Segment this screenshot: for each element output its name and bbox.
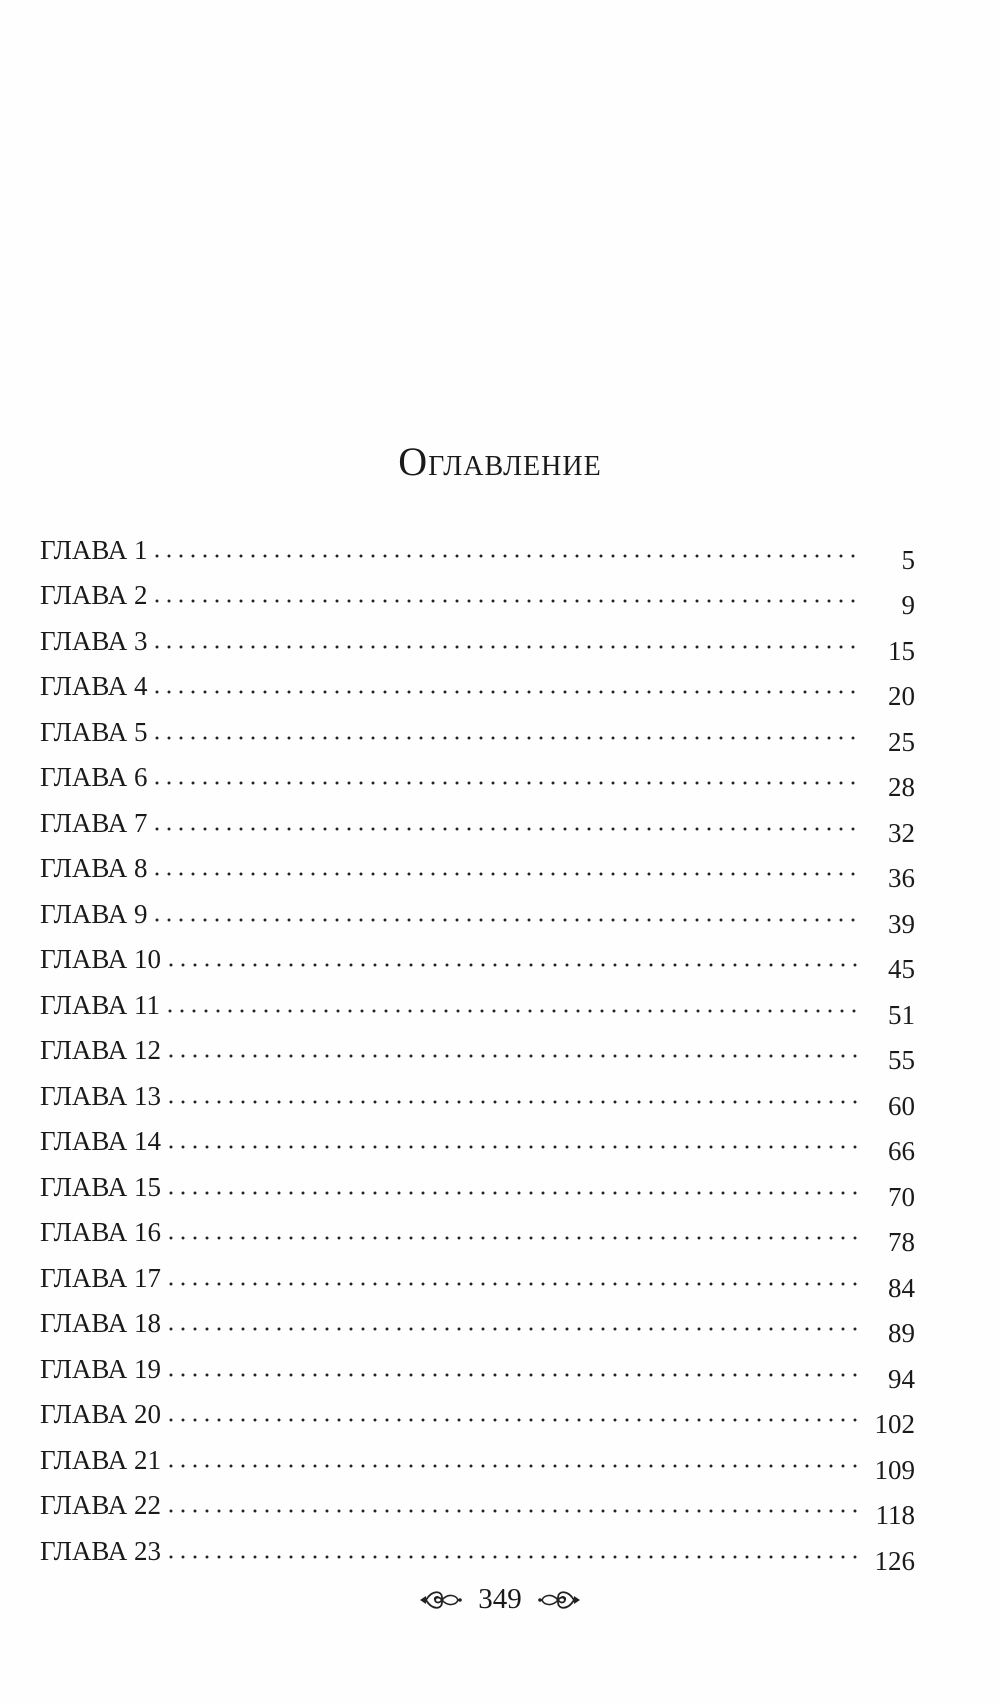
toc-entry-page: 94 — [888, 1363, 915, 1394]
toc-entry — [40, 1385, 915, 1439]
toc-entry-page: 15 — [888, 635, 915, 666]
toc-entry-label: ГЛАВА 18 — [40, 1308, 161, 1338]
toc-entry-label: ГЛАВА 5 — [40, 716, 148, 747]
toc-entry-label: ГЛАВА 6 — [40, 762, 148, 792]
toc-entry-page: 84 — [888, 1272, 915, 1303]
toc-entry-page: 20 — [888, 681, 915, 711]
toc-entry — [40, 748, 915, 802]
toc-entry — [40, 1112, 915, 1166]
dot-leader — [165, 1462, 863, 1470]
toc-entry-page: 28 — [888, 772, 915, 802]
toc-entry-label: ГЛАВА 3 — [40, 625, 148, 656]
toc-entry — [40, 1157, 915, 1212]
toc-entry-label: ГЛАВА 12 — [40, 1035, 161, 1065]
toc-entry-page: 118 — [875, 1500, 915, 1530]
toc-entry — [40, 1021, 915, 1075]
toc-entry-page: 9 — [901, 590, 915, 620]
toc-entry-label: ГЛАВА 9 — [40, 898, 148, 929]
toc-entry — [40, 1294, 915, 1348]
toc-entry — [40, 657, 915, 711]
dot-leader — [165, 1189, 863, 1197]
toc-entry — [40, 1066, 915, 1121]
toc-entry-page: 55 — [888, 1045, 915, 1075]
toc-entry — [40, 1203, 915, 1257]
dot-leader — [165, 1234, 863, 1242]
toc-entry — [40, 1248, 915, 1303]
toc-entry-label: ГЛАВА 19 — [40, 1353, 161, 1384]
toc-entry-label: ГЛАВА 8 — [40, 853, 148, 883]
toc-entry-page: 51 — [888, 999, 915, 1030]
toc-entry-label: ГЛАВА 2 — [40, 580, 148, 610]
toc-entry-page: 32 — [888, 817, 915, 848]
toc-entry-label: ГЛАВА 4 — [40, 671, 148, 701]
page-footer — [0, 1583, 1000, 1616]
toc-entry-label: ГЛАВА 15 — [40, 1171, 161, 1202]
flourish-ornament-icon — [416, 1585, 464, 1615]
toc-entry — [40, 1521, 915, 1576]
toc-entry — [40, 702, 915, 757]
toc-entry-label: ГЛАВА 14 — [40, 1126, 161, 1156]
toc-entry-label: ГЛАВА 22 — [40, 1490, 161, 1520]
toc-entry-page: 109 — [874, 1454, 915, 1485]
toc-entry-page: 5 — [901, 544, 915, 575]
dot-leader — [151, 643, 863, 651]
toc-entry — [40, 793, 915, 848]
toc-entry-label: ГЛАВА 10 — [40, 944, 161, 974]
toc-entry — [40, 884, 915, 939]
dot-leader — [151, 779, 863, 787]
toc-entry-page: 126 — [874, 1545, 915, 1576]
toc-entry-label: ГЛАВА 11 — [40, 989, 160, 1020]
toc-entry-page: 66 — [888, 1136, 915, 1166]
dot-leader — [164, 1007, 863, 1015]
toc-entry-label: ГЛАВА 13 — [40, 1080, 161, 1111]
flourish-ornament-icon — [536, 1585, 584, 1615]
dot-leader — [151, 916, 863, 924]
toc-entry-page: 25 — [888, 726, 915, 757]
dot-leader — [151, 552, 863, 560]
toc-entry-label: ГЛАВА 21 — [40, 1444, 161, 1475]
dot-leader — [165, 1098, 863, 1106]
toc-entry-page: 102 — [874, 1409, 915, 1439]
toc-entry — [40, 930, 915, 984]
dot-leader — [165, 961, 863, 969]
toc-entry — [40, 611, 915, 666]
dot-leader — [165, 1507, 863, 1515]
toc-entry-label: ГЛАВА 17 — [40, 1262, 161, 1293]
toc-entry — [40, 1476, 915, 1530]
table-of-contents — [40, 520, 915, 1576]
toc-entry-page: 89 — [888, 1318, 915, 1348]
toc-entry-page: 60 — [888, 1090, 915, 1121]
toc-entry — [40, 839, 915, 893]
page-title: Оглавление — [398, 439, 602, 484]
dot-leader — [151, 734, 863, 742]
dot-leader — [151, 597, 863, 605]
page-number: 349 — [478, 1583, 522, 1615]
toc-entry-label: ГЛАВА 16 — [40, 1217, 161, 1247]
toc-entry — [40, 1430, 915, 1485]
dot-leader — [151, 825, 863, 833]
dot-leader — [165, 1143, 863, 1151]
toc-entry — [40, 1339, 915, 1394]
dot-leader — [165, 1052, 863, 1060]
toc-entry — [40, 566, 915, 620]
dot-leader — [151, 870, 863, 878]
toc-entry-page: 78 — [888, 1227, 915, 1257]
toc-entry-label: ГЛАВА 7 — [40, 807, 148, 838]
dot-leader — [165, 1325, 863, 1333]
toc-entry-page: 39 — [888, 908, 915, 939]
toc-entry-page: 45 — [888, 954, 915, 984]
toc-entry-page: 36 — [888, 863, 915, 893]
dot-leader — [151, 688, 863, 696]
dot-leader — [165, 1553, 863, 1561]
toc-entry-label: ГЛАВА 20 — [40, 1399, 161, 1429]
toc-entry-label: ГЛАВА 23 — [40, 1535, 161, 1566]
toc-entry — [40, 975, 915, 1030]
dot-leader — [165, 1416, 863, 1424]
toc-entry-label: ГЛАВА 1 — [40, 534, 148, 565]
dot-leader — [165, 1371, 863, 1379]
toc-entry-page: 70 — [888, 1181, 915, 1212]
dot-leader — [165, 1280, 863, 1288]
toc-entry — [40, 520, 915, 575]
